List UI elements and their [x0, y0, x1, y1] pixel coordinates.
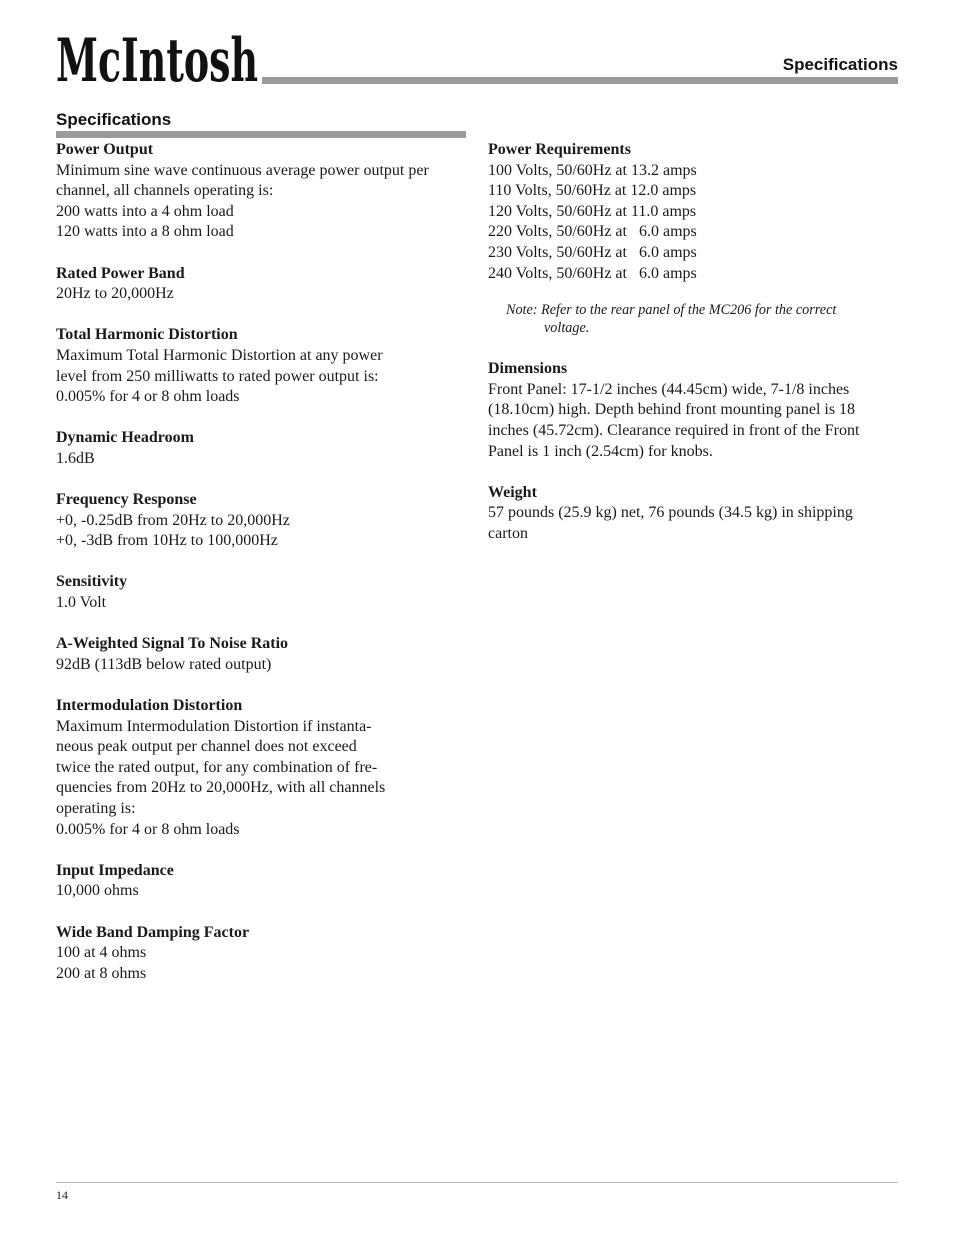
spec-line: 200 watts into a 4 ohm load [56, 202, 234, 220]
spec-line: 92dB (113dB below rated output) [56, 655, 272, 673]
spec-line: 100 at 4 ohms [56, 944, 147, 962]
spec-line: Maximum Total Harmonic Distortion at any power [56, 346, 383, 364]
spec-damping-factor [56, 923, 466, 985]
spec-line: 20Hz to 20,000Hz [56, 285, 174, 303]
spec-frequency-response [56, 490, 466, 552]
spec-heading: A-Weighted Signal To Noise Ratio [56, 635, 289, 653]
spec-line: 110 Volts, 50/60Hz at 12.0 amps [488, 182, 697, 200]
spec-intermodulation-distortion [56, 696, 466, 840]
mcintosh-logo [56, 26, 260, 96]
header-rule [262, 77, 898, 84]
spec-line: Maximum Intermodulation Distortion if instanta- [56, 717, 372, 735]
spec-line: Minimum sine wave continuous average power output per [56, 161, 429, 179]
spec-rated-power-band [56, 264, 466, 305]
spec-line: inches (45.72cm). Clearance required in front of the Front [488, 421, 860, 439]
spec-sensitivity [56, 572, 466, 613]
spec-line: 1.6dB [56, 449, 95, 467]
spec-line: 57 pounds (25.9 kg) net, 76 pounds (34.5 kg) in shipping [488, 504, 853, 522]
left-column [56, 140, 466, 1005]
spec-dimensions [488, 359, 898, 462]
section-rule [56, 131, 466, 138]
note-text-continued: voltage. [544, 320, 590, 337]
spec-line: level from 250 milliwatts to rated power output is: [56, 367, 379, 385]
spec-line: 0.005% for 4 or 8 ohm loads [56, 820, 240, 838]
spec-heading: Weight [488, 483, 537, 501]
footer-rule [56, 1182, 898, 1183]
right-column [488, 140, 898, 565]
spec-heading: Dynamic Headroom [56, 429, 194, 447]
section-title: Specifications [56, 110, 172, 129]
spec-heading: Input Impedance [56, 861, 174, 879]
note-text: Note: Refer to the rear panel of the MC206 for the correct [506, 302, 837, 319]
spec-line: quencies from 20Hz to 20,000Hz, with all channels [56, 779, 386, 797]
spec-line: +0, -0.25dB from 20Hz to 20,000Hz [56, 511, 290, 529]
spec-heading: Frequency Response [56, 491, 197, 509]
spec-heading: Power Output [56, 141, 154, 158]
svg-text:McIntosh: McIntosh [56, 26, 258, 96]
spec-heading: Wide Band Damping Factor [56, 923, 250, 941]
spec-line: carton [488, 524, 528, 542]
spec-line: 100 Volts, 50/60Hz at 13.2 amps [488, 161, 697, 179]
spec-dynamic-headroom [56, 428, 466, 469]
spec-line: 230 Volts, 50/60Hz at 6.0 amps [488, 243, 697, 261]
spec-line: 240 Volts, 50/60Hz at 6.0 amps [488, 264, 697, 282]
spec-line: twice the rated output, for any combination of fre- [56, 758, 378, 776]
spec-heading: Rated Power Band [56, 264, 185, 282]
spec-heading: Sensitivity [56, 573, 128, 591]
spec-heading: Power Requirements [488, 141, 631, 158]
spec-heading: Dimensions [488, 360, 568, 378]
spec-line: (18.10cm) high. Depth behind front mounting panel is 18 [488, 401, 856, 419]
spec-line: 120 Volts, 50/60Hz at 11.0 amps [488, 202, 697, 220]
spec-heading: Intermodulation Distortion [56, 697, 243, 715]
spec-line: 220 Volts, 50/60Hz at 6.0 amps [488, 223, 697, 241]
spec-power-output [56, 140, 466, 243]
spec-weight [488, 483, 898, 545]
spec-line: neous peak output per channel does not exceed [56, 738, 357, 756]
voltage-note [488, 301, 898, 337]
spec-line: Panel is 1 inch (2.54cm) for knobs. [488, 442, 713, 460]
page-number: 14 [56, 1188, 68, 1202]
spec-heading: Total Harmonic Distortion [56, 326, 238, 344]
spec-line: 0.005% for 4 or 8 ohm loads [56, 388, 240, 406]
spec-input-impedance [56, 861, 466, 902]
spec-line: operating is: [56, 800, 136, 817]
spec-line: 1.0 Volt [56, 594, 107, 612]
spec-line: Front Panel: 17-1/2 inches (44.45cm) wide, 7-1/8 inches [488, 380, 850, 398]
spec-power-requirements [488, 140, 898, 284]
spec-line: 120 watts into a 8 ohm load [56, 223, 234, 241]
spec-line: +0, -3dB from 10Hz to 100,000Hz [56, 532, 278, 550]
spec-line: 10,000 ohms [56, 882, 139, 900]
spec-line: channel, all channels operating is: [56, 182, 274, 200]
spec-signal-to-noise [56, 634, 466, 675]
header-title: Specifications [782, 55, 898, 74]
spec-total-harmonic-distortion [56, 325, 466, 407]
spec-line: 200 at 8 ohms [56, 964, 147, 982]
